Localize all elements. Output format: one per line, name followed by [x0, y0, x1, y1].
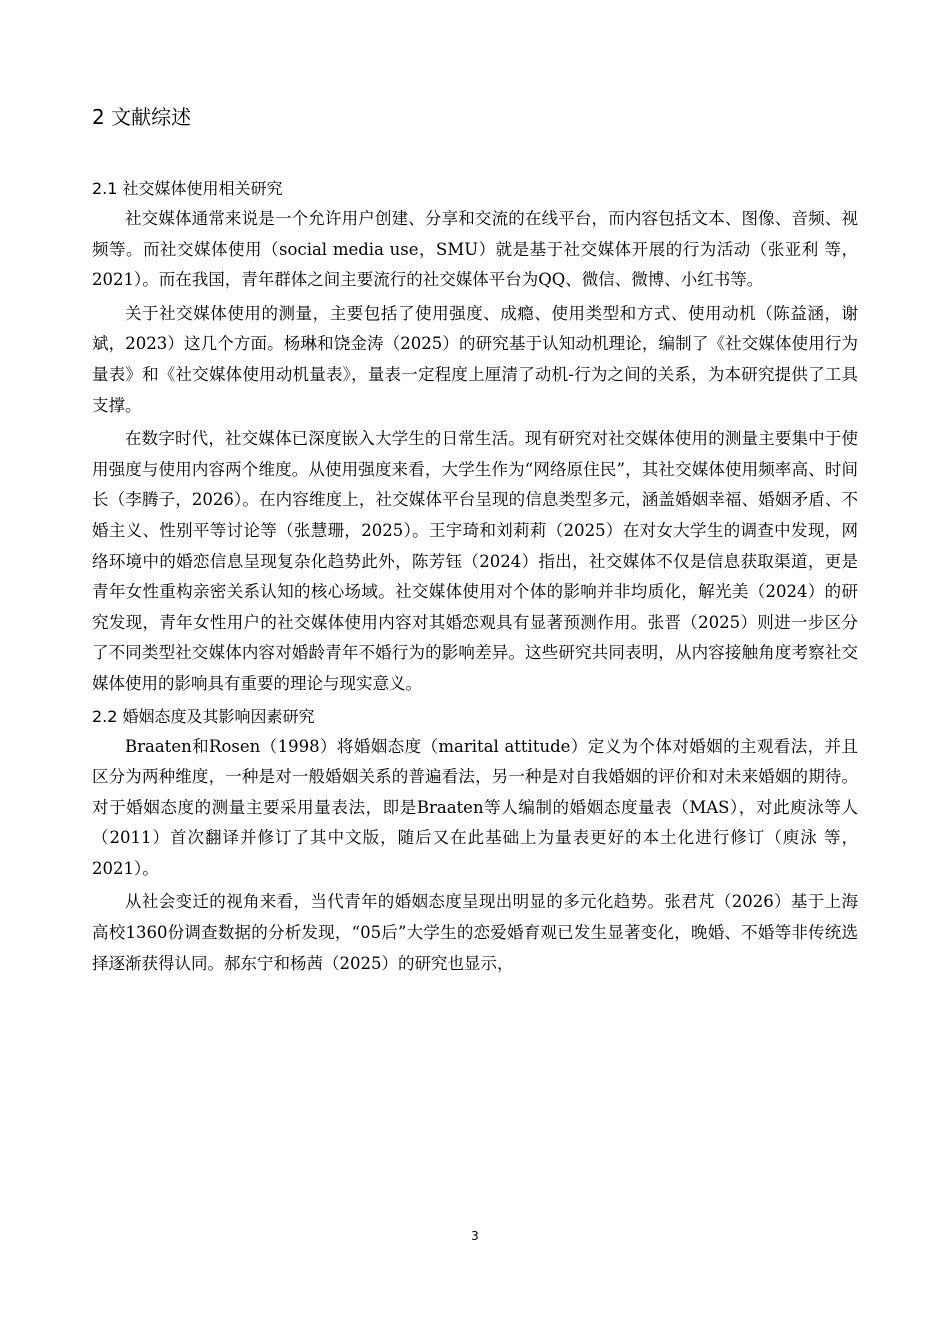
section-heading-2-1: 2.1 社交媒体使用相关研究 [92, 179, 283, 198]
section-heading-2-2: 2.2 婚姻态度及其影响因素研究 [92, 706, 315, 726]
paragraph: 在数字时代，社交媒体已深度嵌入大学生的日常生活。现有研究对社交媒体使用的测量主要集中于使用强度与使用内容两个维度。从使用强度来看，大学生作为“网络原住民”，其社交媒体使用频率高、时间长（李腾子，2026）。在内容维度上，社交媒体平台呈现的信息类型多元，涵盖婚姻幸福、婚姻矛盾、不婚主义、性别平等讨论等（张慧珊，2025）。王宇琦和刘莉莉（2025）在对女大学生的调查中发现，网络环境中的婚恋信息呈现复杂化趋势此外，陈芳钰（2024）指出，社交媒体不仅是信息获取渠道，更是青年女性重构亲密关系认知的核心场域。社交媒体使用对个体的影响并非均质化，解光美（2024）的研究发现，青年女性用户的社交媒体使用内容对其婚恋观具有显著预测作用。张晋（2025）则进一步区分了不同类型社交媒体内容对婚龄青年不婚行为的影响差异。这些研究共同表明，从内容接触角度考察社交媒体使用的影响具有重要的理论与现实意义。 [92, 429, 858, 693]
chapter-title: 2 文献综述 [92, 105, 192, 129]
paragraph: 从社会变迁的视角来看，当代青年的婚姻态度呈现出明显的多元化趋势。张君芃（2026）基于上海高校1360份调查数据的分析发现，“05后”大学生的恋爱婚育观已发生显著变化，晚婚、不婚等非传统选择逐渐获得认同。郝东宁和杨茜（2025）的研究也显示， [92, 892, 858, 973]
paragraph: Braaten和Rosen（1998）将婚姻态度（marital attitude）定义为个体对婚姻的主观看法，并且区分为两种维度，一种是对一般婚姻关系的普遍看法，另一种是对自我婚姻的评价和对未来婚姻的期待。对于婚姻态度的测量主要采用量表法，即是Braaten等人编制的婚姻态度量表（MAS），对此庾泳等人（2011）首次翻译并修订了其中文版，随后又在此基础上为量表更好的本土化进行修订（庾泳 等，2021）。 [92, 736, 858, 878]
paragraph: 关于社交媒体使用的测量，主要包括了使用强度、成瘾、使用类型和方式、使用动机（陈益涵，谢斌，2023）这几个方面。杨琳和饶金涛（2025）的研究基于认知动机理论，编制了《社交媒体使用行为量表》和《社交媒体使用动机量表》，量表一定程度上厘清了动机-行为之间的关系，为本研究提供了工具支撑。 [92, 303, 858, 415]
page-content [92, 100, 858, 979]
paragraph: 社交媒体通常来说是一个允许用户创建、分享和交流的在线平台，而内容包括文本、图像、音频、视频等。而社交媒体使用（social media use，SMU）就是基于社交媒体开展的行为活动（张亚利 等，2021）。而在我国，青年群体之间主要流行的社交媒体平台为QQ、微信、微博、小红书等。 [92, 209, 858, 290]
page-number: 3 [471, 1229, 479, 1243]
